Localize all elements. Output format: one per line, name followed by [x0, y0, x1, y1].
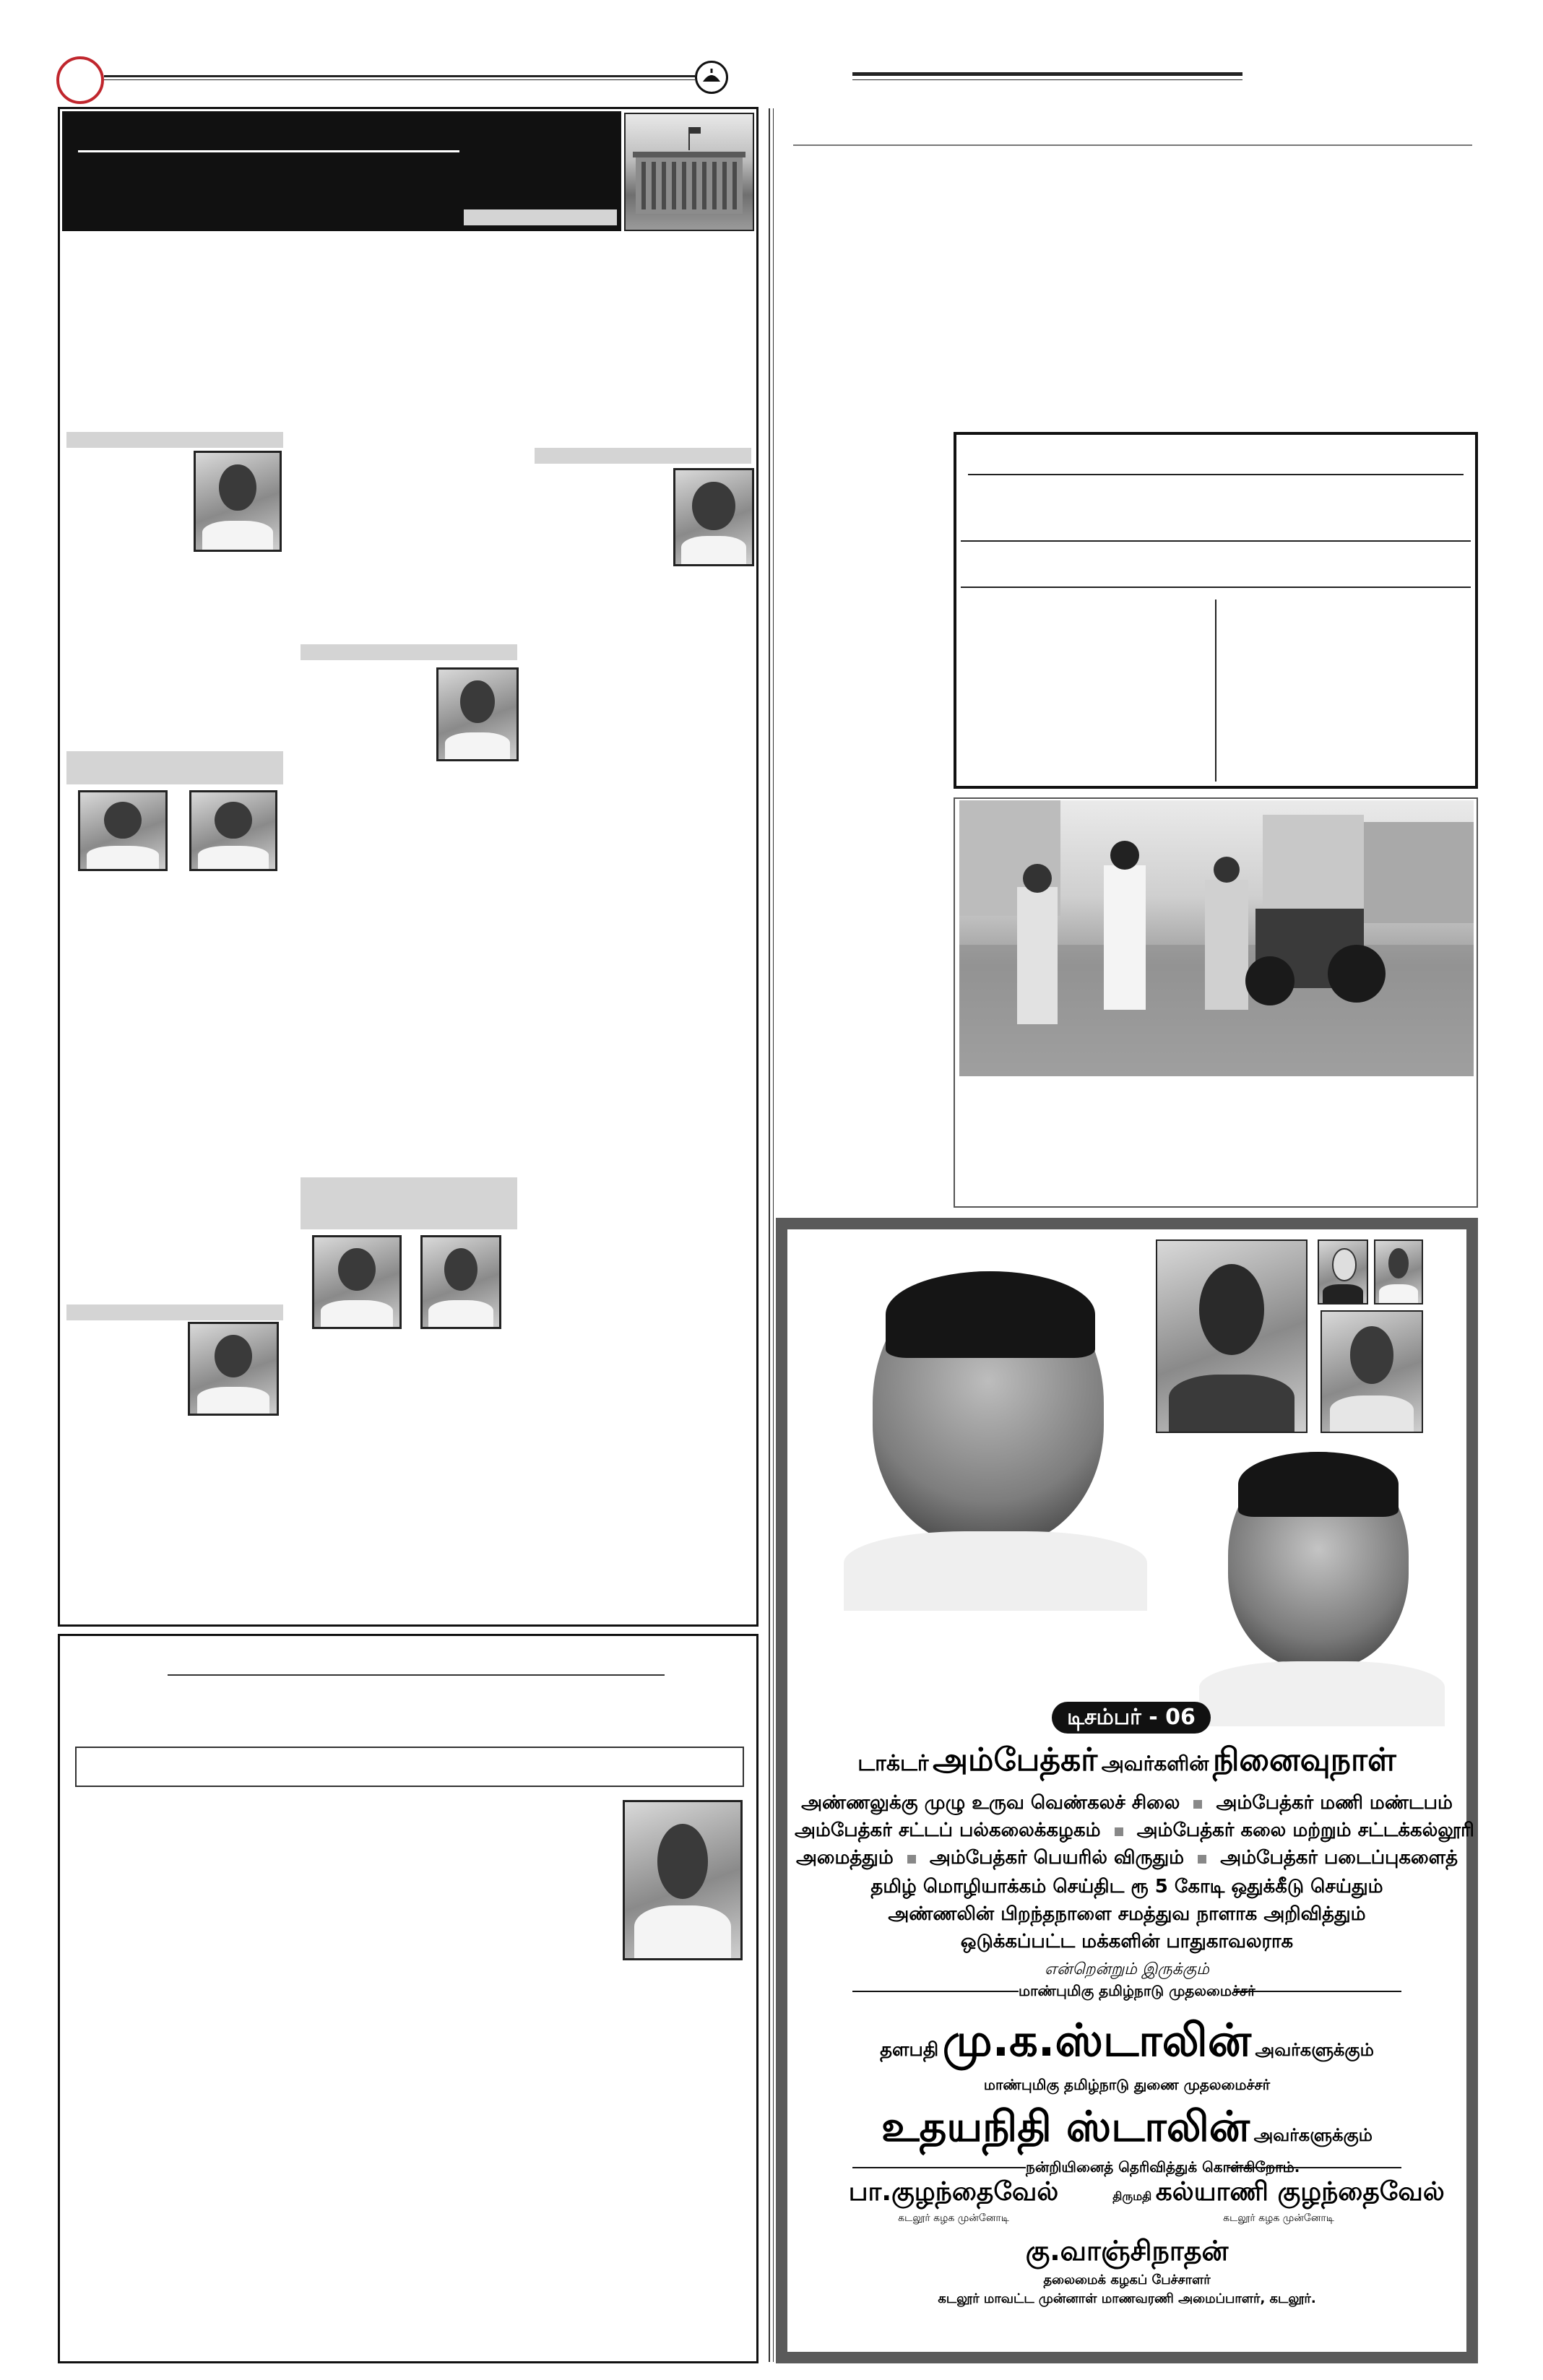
- flood-inspection-photo: [959, 800, 1474, 1076]
- ad-line-2: [795, 1817, 1474, 1843]
- name-tag-bar-2: [535, 448, 751, 464]
- ad-script-line: என்றென்றும் இருக்கும்: [1044, 1960, 1209, 1978]
- stalin-portrait: [844, 1271, 1147, 1611]
- portrait-photo-9: [623, 1800, 743, 1960]
- ad-line-3a: அமைத்தும்: [795, 1847, 894, 1869]
- ad-line-6: ஒடுக்கப்பட்ட மக்களின் பாதுகாவலராக: [960, 1931, 1294, 1952]
- name-tag-bar-5: [301, 1177, 517, 1229]
- ad-line-3b: அம்பேத்கர் பெயரில் விருதும்: [929, 1847, 1185, 1869]
- signer-1-role: கடலூர் கழக முன்னோடி: [898, 2212, 1009, 2224]
- cm-name: மு.க.ஸ்டாலின்: [942, 2014, 1251, 2067]
- rising-sun-emblem-icon: [695, 61, 728, 94]
- kalaignar-portrait: [1321, 1310, 1423, 1433]
- portrait-photo-1: [194, 451, 282, 552]
- dcm-name-line: [795, 2096, 1459, 2157]
- dcm-suffix: அவர்களுக்கும்: [1253, 2125, 1373, 2145]
- right-top-rule: [793, 144, 1472, 146]
- bullet-icon: [1115, 1827, 1123, 1836]
- cm-prefix: தளபதி: [880, 2039, 939, 2061]
- ad-line-1b: அம்பேத்கர் மணி மண்டபம்: [1216, 1792, 1453, 1814]
- ad-line-4: தமிழ் மொழியாக்கம் செய்திட ரூ 5 கோடி ஒதுக்கீடு செய்தும்: [870, 1876, 1383, 1897]
- ad-line-1a: அண்ணலுக்கு முழு உருவ வெண்கலச் சிலை: [801, 1792, 1180, 1814]
- parliament-building-icon: [624, 113, 754, 231]
- bullet-icon: [1193, 1800, 1202, 1809]
- masthead-rule-right-2: [852, 79, 1242, 80]
- signer-3-name: கு.வாஞ்சிநாதன்: [1025, 2235, 1229, 2267]
- dcm-title: மாண்புமிகு தமிழ்நாடு துணை முதலமைச்சர்: [983, 2076, 1271, 2093]
- signer-3-role-2: கடலூர் மாவட்ட முன்னாள் மாணவரணி அமைப்பாளர், கடலூர்.: [938, 2291, 1316, 2306]
- anna-portrait: [1374, 1239, 1423, 1304]
- headline-name: அம்பேத்கர்: [933, 1741, 1098, 1778]
- ad-line-5: அண்ணலின் பிறந்தநாளை சமத்துவ நாளாக அறிவித்தும்: [888, 1903, 1366, 1925]
- dcm-name: உதயநிதி ஸ்டாலின்: [881, 2102, 1250, 2151]
- signer-3-role-1: தலைமைக் கழகப் பேச்சாளர்: [1043, 2272, 1211, 2288]
- portrait-photo-2: [673, 468, 754, 566]
- name-tag-bar-6: [66, 1304, 283, 1320]
- column-divider: [769, 108, 770, 2362]
- ambedkar-portrait: [1156, 1239, 1308, 1433]
- signer-2-role: கடலூர் கழக முன்னோடி: [1223, 2212, 1334, 2224]
- masthead-rule-left-2: [104, 79, 695, 80]
- lower-news-box: [58, 1634, 758, 2363]
- header-underline: [78, 150, 459, 152]
- ad-line-2a: அம்பேத்கர் சட்டப் பல்கலைக்கழகம்: [795, 1819, 1101, 1841]
- signer-1-name: பா.குழந்தைவேல்: [848, 2177, 1059, 2207]
- masthead-left-emblem: [56, 56, 104, 104]
- cm-title: மாண்புமிகு தமிழ்நாடு முதலமைச்சர்: [1019, 1982, 1255, 1999]
- sidebar-rule-1: [968, 474, 1464, 475]
- portrait-photo-6: [312, 1235, 402, 1329]
- column-divider-2: [773, 108, 774, 2362]
- name-tag-bar-1: [66, 432, 283, 448]
- headline-mid: அவர்களின்: [1101, 1752, 1209, 1775]
- ad-line-2b: அம்பேத்கர் கலை மற்றும் சட்டக்கல்லூரி: [1136, 1819, 1474, 1841]
- ad-line-3: [795, 1845, 1459, 1871]
- date-badge: டிசம்பர் - 06: [1052, 1702, 1211, 1734]
- portrait-photo-7: [420, 1235, 501, 1329]
- lower-news-subhead-box: [75, 1747, 744, 1787]
- ad-line-1: [795, 1790, 1459, 1816]
- sidebar-rule-2: [961, 540, 1471, 542]
- lower-news-title-rule: [168, 1674, 665, 1676]
- header-tag-bar: [464, 209, 617, 225]
- cm-name-line: [795, 2008, 1459, 2073]
- thanks-line: நன்றியினைத் தெரிவித்துக் கொள்கிறோம்.: [1026, 2158, 1300, 2176]
- masthead-rule-left: [104, 75, 695, 77]
- sidebar-rule-3: [961, 587, 1471, 588]
- name-tag-bar-4: [66, 751, 283, 784]
- headline-suffix: நினைவுநாள்: [1212, 1741, 1396, 1778]
- portrait-photo-5: [189, 790, 277, 871]
- signer-2-name: கல்யாணி குழந்தைவேல்: [1155, 2177, 1445, 2207]
- signer-2-line: [1098, 2174, 1459, 2210]
- bullet-icon: [1198, 1855, 1206, 1864]
- bullet-icon: [907, 1855, 916, 1864]
- portrait-photo-8: [188, 1322, 279, 1416]
- periyar-portrait: [1318, 1239, 1368, 1304]
- sidebar-column-rule: [1215, 600, 1216, 782]
- headline-prefix: டாக்டர்: [857, 1751, 929, 1776]
- name-tag-bar-3: [301, 644, 517, 660]
- cm-suffix: அவர்களுக்கும்: [1255, 2040, 1374, 2060]
- portrait-photo-3: [436, 667, 519, 761]
- portrait-photo-4: [78, 790, 168, 871]
- signer-2-prefix: திருமதி: [1112, 2189, 1152, 2203]
- masthead-rule-right: [852, 72, 1242, 76]
- ad-line-3c: அம்பேத்கர் படைப்புகளைத்: [1220, 1847, 1458, 1869]
- udhayanidhi-portrait: [1199, 1452, 1445, 1726]
- ad-headline: [802, 1736, 1452, 1784]
